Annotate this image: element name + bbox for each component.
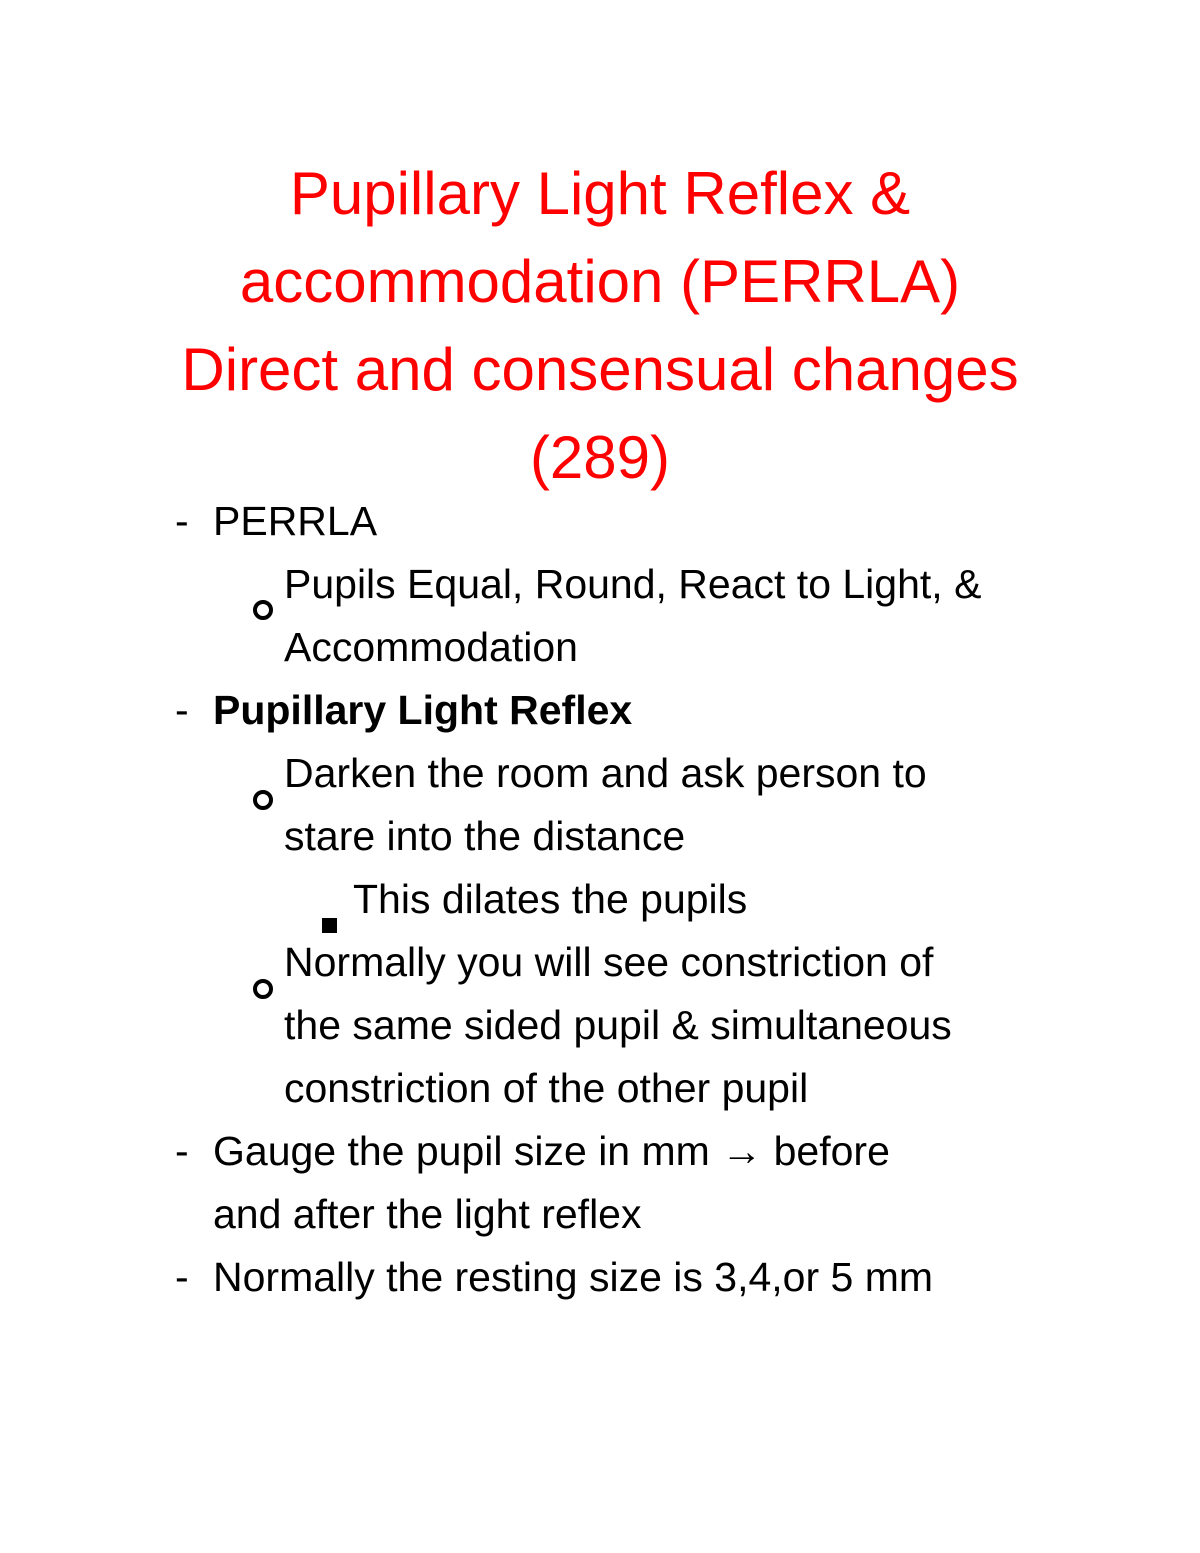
- gauge-text-before-arrow: Gauge the pupil size in mm: [213, 1128, 710, 1174]
- title-line-4: (289): [529, 424, 671, 491]
- title-line-2: accommodation (PERRLA): [239, 248, 961, 315]
- sub-item-darken-line-2: stare into the distance: [284, 813, 686, 859]
- list-item-gauge-line-1: [213, 1120, 890, 1183]
- dash-bullet: -: [175, 1254, 189, 1300]
- list-item-pupillary-light-reflex: Pupillary Light Reflex: [213, 687, 633, 733]
- list-item-resting-size: Normally the resting size is 3,4,or 5 mm: [213, 1254, 934, 1300]
- sub-item-constriction-line-3: constriction of the other pupil: [284, 1065, 809, 1111]
- sub-item-perrla-line-1: Pupils Equal, Round, React to Light, &: [284, 561, 982, 607]
- title-line-3: Direct and consensual changes: [181, 336, 1019, 403]
- sub-item-constriction-line-1: Normally you will see constriction of: [284, 939, 934, 985]
- sub-sub-item-dilates: This dilates the pupils: [353, 876, 748, 922]
- dash-bullet: -: [175, 687, 189, 733]
- sub-item-perrla-line-2: Accommodation: [284, 624, 578, 670]
- hollow-circle-bullet-icon: [253, 575, 273, 638]
- dash-bullet: -: [175, 498, 189, 544]
- title-line-1: Pupillary Light Reflex &: [289, 160, 911, 227]
- dash-bullet: -: [175, 1128, 189, 1174]
- list-item-gauge-line-2: and after the light reflex: [213, 1191, 642, 1237]
- hollow-circle-bullet-icon: [253, 765, 273, 828]
- document-title: [100, 150, 1100, 502]
- sub-item-darken-line-1: Darken the room and ask person to: [284, 750, 927, 796]
- right-arrow-icon: →: [721, 1128, 763, 1174]
- hollow-circle-bullet-icon: [253, 954, 273, 1017]
- gauge-text-after-arrow: before: [773, 1128, 890, 1174]
- list-item-perrla: PERRLA: [213, 498, 378, 544]
- sub-item-constriction-line-2: the same sided pupil & simultaneous: [284, 1002, 952, 1048]
